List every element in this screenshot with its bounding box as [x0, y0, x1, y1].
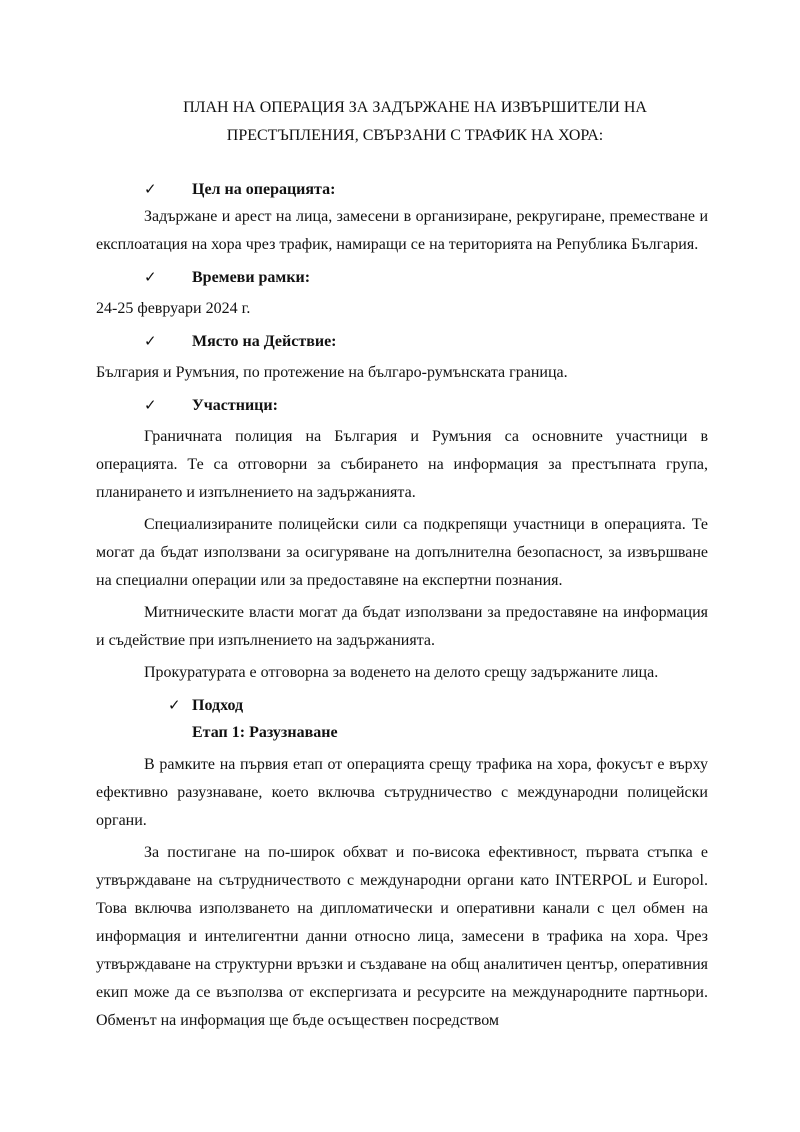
document-body	[96, 175, 708, 1035]
heading-label: Участници:	[192, 397, 278, 414]
participants-paragraph-3: Митническите власти могат да бъдат използвани за предоставяне на информация и съдействие при изпълнението на задържанията.	[96, 604, 708, 649]
heading-label: Място на Действие:	[192, 333, 337, 350]
stage-1-heading: Етап 1: Разузнаване	[192, 724, 338, 741]
section-goal-heading	[96, 175, 708, 203]
section-participants-heading	[96, 391, 708, 419]
section-timeframe-heading	[96, 263, 708, 291]
timeframe-paragraph: 24-25 февруари 2024 г.	[96, 300, 251, 317]
checkmark-icon: ✓	[144, 332, 157, 350]
checkmark-icon: ✓	[168, 696, 181, 714]
section-approach-heading	[96, 691, 708, 719]
participants-paragraph-2: Специализираните полицейски сили са подкрепящи участници в операцията. Те могат да бъдат използвани за осигуряване на допълнителна безопасност, за извършване на специални операции или за предоставяне на експертни познания.	[96, 516, 708, 589]
place-paragraph: България и Румъния, по протежение на българо-румънската граница.	[96, 364, 568, 381]
title-line-1: ПЛАН НА ОПЕРАЦИЯ ЗА ЗАДЪРЖАНЕ НА ИЗВЪРШИТЕЛИ НА	[183, 99, 647, 116]
heading-label: Цел на операцията:	[192, 181, 336, 198]
goal-paragraph: Задържане и арест на лица, замесени в организиране, рекругиране, преместване и експлоатация на хора чрез трафик, намиращи се на територията на Република България.	[96, 208, 708, 253]
document-title	[120, 94, 710, 150]
checkmark-icon: ✓	[144, 396, 157, 414]
participants-paragraph-1: Граничната полиция на България и Румъния са основните участници в операцията. Те са отговорни за събирането на информация за престъпната група, планирането и изпълнението на задържанията.	[96, 428, 708, 501]
checkmark-icon: ✓	[144, 180, 157, 198]
title-line-2: ПРЕСТЪПЛЕНИЯ, СВЪРЗАНИ С ТРАФИК НА ХОРА:	[226, 127, 604, 144]
approach-paragraph-1: В рамките на първия етап от операцията срещу трафика на хора, фокусът е върху ефективно разузнаване, което включва сътрудничество с международни полицейски органи.	[96, 756, 708, 829]
heading-label: Подход	[192, 697, 244, 714]
checkmark-icon: ✓	[144, 268, 157, 286]
section-place-heading	[96, 327, 708, 355]
participants-paragraph-4: Прокуратурата е отговорна за воденето на делото срещу задържаните лица.	[144, 664, 659, 681]
heading-label: Времеви рамки:	[192, 269, 311, 286]
approach-paragraph-2: За постигане на по-широк обхват и по-висока ефективност, първата стъпка е утвърждаване на сътрудничеството с международни органи като INTERPOL и Europol. Това включва използването на дипломатически и оперативни канали с цел обмен на информация и интелигентни данни относно лица, замесени в трафика на хора. Чрез утвърждаване на структурни връзки и създаване на общ аналитичен център, оперативния екип може да се възползва от експергизата и ресурсите на международните партньори. Обменът на информация ще бъде осъществен посредством	[96, 844, 708, 1029]
